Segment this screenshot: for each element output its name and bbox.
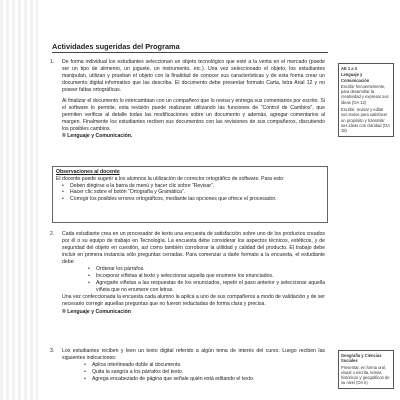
list-item: • Corregir los posibles errores ortográficos, mediante las opciones que ofrece el procesador. (62, 196, 277, 203)
activity-3 (50, 348, 325, 383)
activity-paragraph: Los estudiantes reciben y leen un texto digital referido a algún tema de interés del curso. Luego reciben las siguientes indicaciones: (62, 348, 325, 362)
list-item: • Ordenar los párrafos. (88, 266, 145, 273)
sidebar-box-1 (338, 63, 394, 137)
list-item: • Hacer clic sobre el botón “Ortografía y Gramática”. (62, 189, 186, 196)
activity-paragraph: De forma individual los estudiantes seleccionan un objeto tecnológico que esté a la venta en el mercado (puede ser un tipo de alimento, un juguete, un instrumento, etc.). Una vez seleccionado el objeto, los estudiantes manipulan, utilizan y prueban el objeto con la finalidad de conocer sus características y de esta forma crear un documento digital informativo que las describa. El documento debe presentar formato Carta, letra Arial 12 y no poseer faltas ortográficas. (62, 59, 325, 94)
sidebar-text: Escribir frecuentemente, para desarrollar la creatividad y expresar sus ideas (OA 13) (341, 83, 389, 105)
sidebar-text: Escribir, revisar y editar sus textos para satisfacer un propósito y transmitir sus ideas con claridad (OA 18) (341, 107, 390, 134)
sidebar-title: Geografía y Ciencias Sociales (341, 353, 382, 364)
subject-tag: ® Lenguaje y Comunicación. (62, 132, 133, 139)
activity-number: 2. (50, 231, 55, 237)
observation-intro: El docente puede sugerir a los alumnos la utilización de corrector ortográfico de software. Para esto: (56, 175, 285, 182)
activity-1 (50, 59, 325, 140)
title-divider (52, 52, 328, 53)
activity-number: 1. (50, 59, 55, 65)
observation-title: Observaciones al docente (56, 169, 120, 175)
sidebar-box-2 (338, 350, 394, 389)
subject-tag: ® Lenguaje y Comunicación (62, 308, 131, 315)
sidebar-text: Presentar, en forma oral, visual o escrita, temas históricos y geográficos de su nivel (OA k) (341, 364, 390, 386)
activity-paragraph: Cada estudiante crea en un procesador de texto una encuesta de satisfacción sobre uno de los productos creados por él o su equipo de trabajo en Tecnología. La encuesta debe considerar los aspectos técnicos, estéticos, y de seguridad del objeto en cuestión, así como también corroborar la utilidad y calidad del producto. El trabajo debe incluir en primera instancia sólo preguntas cerradas. Para comenzar a darle formato a la encuesta, el estudiante debe: (62, 231, 325, 266)
list-item: • Quita la sangría a los párrafos del texto. (84, 369, 184, 376)
page-title: Actividades sugeridas del Programa (52, 42, 180, 51)
activity-2 (50, 231, 325, 316)
sidebar-title: AE 1 a 3 (341, 66, 357, 71)
left-margin-pattern (0, 0, 38, 400)
activity-paragraph: Al finalizar el documento lo intercambian con un compañero que lo revisa y entrega sus comentarios por escrito. Si el software lo permite, esta revisión puede realizarse utilizando las funciones de “Control de Cambios”, que permiten verificar al detalle todas las modificaciones sobre un documento y además, agregar comentarios al margen. Finalmente los estudiantes reciben sus documentos con las revisiones de sus compañeros, discutiendo los posibles cambios. (62, 97, 325, 132)
activity-number: 3. (50, 348, 55, 354)
list-item: • Agrega encabezado de página que señale quién está editando el texto. (84, 376, 255, 383)
list-item: • Agregarle viñetas a las respuestas de los enunciados, repetir el paso anterior y seleccionar aquella viñeta que no enumere con letras. (88, 280, 325, 294)
activity-paragraph: Una vez confeccionada la encuesta cada alumno la aplica a uno de sus compañeros a modo de validación y de ser necesario corregir aquellas preguntas que no fueron redactadas de forma clara y precisa. (62, 294, 325, 308)
list-item: • Aplica interlineado doble al documento. (84, 362, 182, 369)
list-item: • Deben dirigirse a la barra de menú y hacer clic sobre “Revisar”. (62, 182, 215, 189)
list-item: • Incorporar viñetas al texto y seleccionar aquella que enumere los enunciados. (88, 273, 274, 280)
teacher-observation-box (52, 166, 328, 223)
sidebar-subtitle: Lenguaje y Comunicación (341, 72, 370, 83)
